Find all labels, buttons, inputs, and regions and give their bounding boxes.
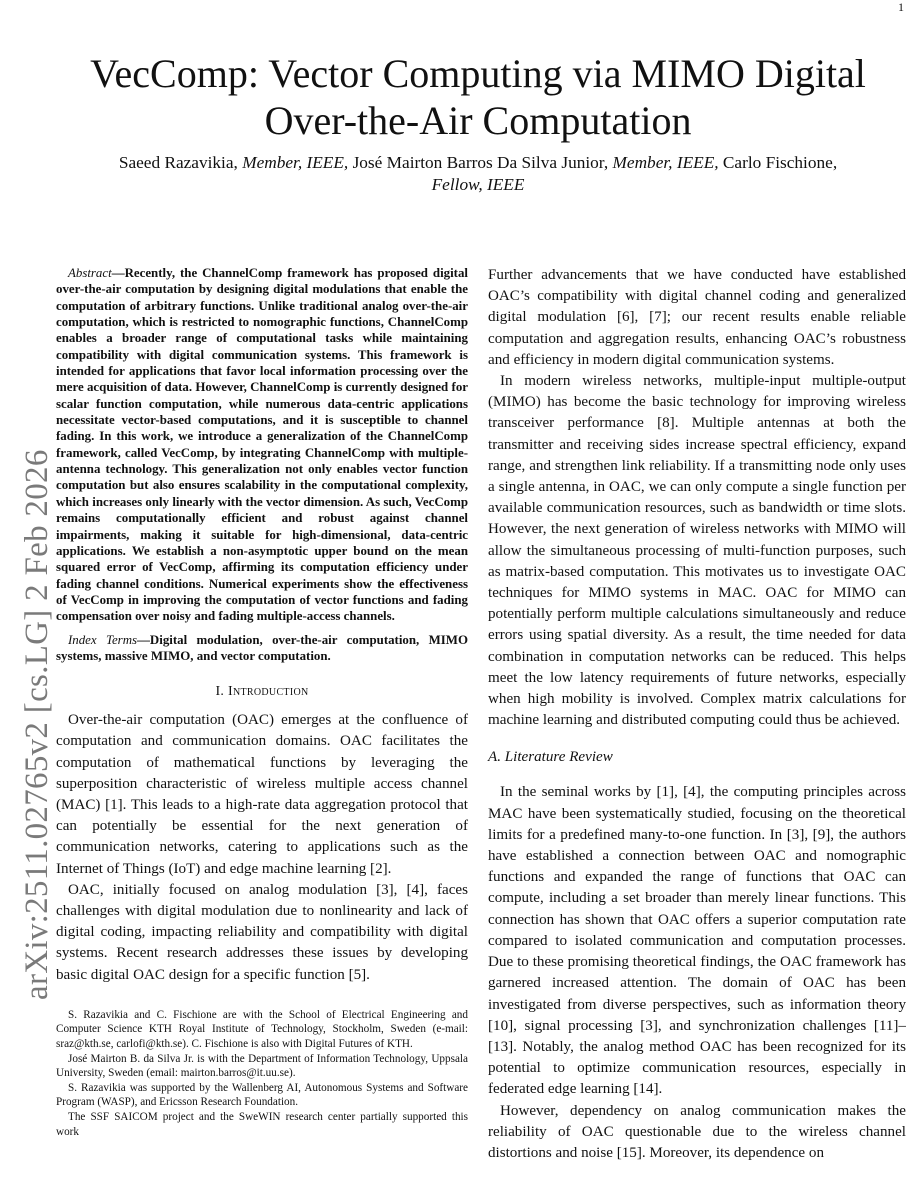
author-name: Saeed Razavikia, — [118, 153, 243, 172]
author-affiliation-role: Member, IEEE, — [612, 153, 719, 172]
abstract-label: Abstract — [68, 266, 112, 280]
subsection-heading-literature-review: A. Literature Review — [488, 749, 613, 766]
abstract-text: —Recently, the ChannelComp framework has proposed digital over-the-air computation by designing digital modulations that enable the computation of arbitrary functions. Unlike traditional analog over-the-air computation, which is restricted to nomographic functions, ChannelComp enables a broader range of computational tasks while maintaining compatibility with digital communication systems. This framework is intended for applications that favor local information processing over the mere acquisition of data. However, ChannelComp is currently designed for scalar function computation, while numerous data-centric applications necessitate vector-based computations, and it is susceptible to channel fading. In this work, we introduce a generalization of the ChannelComp framework, called VecComp, by integrating ChannelComp with multiple-antenna technology. This generalization not only enables vector function computation but also ensures scalability in the computational complexity, which increases only linearly with the vector dimension. As such, VecComp remains computationally efficient and robust against channel impairments, making it suitable for high-dimensional, data-centric applications. We establish a non-asymptotic upper bound on the mean squared error of VecComp, affirming its computation efficiency under fading channel conditions. Numerical experiments show the effectiveness of VecComp in improving the computation of vector functions and fading compensation over noisy and fading multiple-access channels. — [56, 266, 468, 624]
footnote: S. Razavikia was supported by the Wallenberg AI, Autonomous Systems and Software Program (WASP), and Ericsson Research Foundation. — [56, 1081, 468, 1109]
index-terms-label: Index Terms — [68, 632, 138, 647]
page-number: 1 — [898, 0, 904, 14]
index-terms — [56, 632, 468, 665]
right-column — [488, 265, 906, 1164]
footnote: The SSF SAICOM project and the SweWIN research center partially supported this work — [56, 1111, 468, 1138]
body-paragraph: OAC, initially focused on analog modulation [3], [4], faces challenges with digital modulation due to nonlinearity and lack of digital coding, impacting reliability and compatibility with digital systems. Recent research addresses these issues by developing basic digital OAC design for a specific function [5]. — [56, 881, 468, 983]
author-affiliation-role: Fellow, IEEE — [431, 175, 525, 194]
author-name: Carlo Fischione, — [718, 153, 838, 172]
body-paragraph: In modern wireless networks, multiple-input multiple-output (MIMO) has become the basic technology for improving wireless transceiver performance [8]. Multiple antennas at both the transmitter and receiving sides increase spectral efficiency, expand range, and strengthen link reliability. If a transmitting node only uses a single antenna, in OAC, we can only compute a single function per available communication resources, such as bandwidth or time slots. However, the next generation of wireless networks with MIMO will allow the simultaneous processing of multi-function purposes, such as matrix-based computation. This motivates us to investigate OAC techniques for MIMO systems in MAC. OAC for MIMO can potentially perform multiple calculations simultaneously and reduce errors using spatial diversity. As a result, the time needed for data combination in computation networks can be reduced. This helps meet the low latency requirements of future networks, especially when high mobility is involved. Complex matrix calculations for machine learning and distributed computing could thus be achieved. — [488, 373, 906, 729]
section-title: Introduction — [228, 684, 309, 700]
left-column — [56, 265, 468, 1139]
index-terms-text: —Digital modulation, over-the-air computation, MIMO systems, massive MIMO, and vector computation. — [56, 632, 468, 663]
abstract — [56, 265, 468, 625]
author-affiliation-role: Member, IEEE, — [242, 153, 349, 172]
body-paragraph: However, dependency on analog communication makes the reliability of OAC questionable due to the wireless channel distortions and noise [15]. Moreover, its dependence on — [488, 1102, 906, 1161]
body-paragraph: Further advancements that we have conducted have established OAC’s compatibility with digital channel coding and generalized digital modulation [6], [7]; our recent results enable reliable computation and aggregation results, enhancing OAC’s robustness and efficiency in modern digital communication systems. — [488, 267, 906, 368]
footnote: S. Razavikia and C. Fischione are with the School of Electrical Engineering and Computer Science KTH Royal Institute of Technology, Stockholm, Sweden (e-mail: sraz@kth.se, carlofi@kth.se). C. Fischione is also with Digital Futures of KTH. — [56, 1008, 468, 1051]
author-name: José Mairton Barros Da Silva Junior, — [348, 153, 613, 172]
body-paragraph: Over-the-air computation (OAC) emerges at the confluence of computation and communication domains. OAC facilitates the computation of mathematical functions by leveraging the superposition characteristic of wireless multiple access channel (MAC) [1]. This leads to a high-rate data aggregation protocol that can potentially be essential for the next generation of communication networks, catering to applications such as the Internet of Things (IoT) and edge machine learning [2]. — [56, 712, 468, 877]
arxiv-stamp: arXiv:2511.02765v2 [cs.LG] 2 Feb 2026 — [19, 449, 55, 1000]
footnote: José Mairton B. da Silva Jr. is with the Department of Information Technology, Uppsala University, Sweden (email: mairton.barros@it.uu.se). — [56, 1052, 468, 1080]
author-list — [110, 152, 846, 196]
section-heading-introduction — [56, 684, 468, 700]
section-number: I. — [215, 684, 229, 700]
paper-title: VecComp: Vector Computing via MIMO Digital Over-the-Air Computation — [90, 51, 866, 143]
body-paragraph: In the seminal works by [1], [4], the computing principles across MAC have been systematically studied, focusing on the theoretical limits for a predefined many-to-one function. In [3], [9], the authors have established a connection between OAC and nomographic functions and expanded the range of functions that OAC can compute, including a set broader than merely linear functions. This connection has shown that OAC offers a superior computation rate compared to isolated communication and computation processes. Due to these promising theoretical findings, the OAC framework has garnered increased attention. The domain of OAC has been investigated from diverse perspectives, such as information theory [10], signal processing [3], and synchronization challenges [11]–[13]. Notably, the analog method OAC has been recognized for its potential to optimize communication resources, especially in federated edge learning [14]. — [488, 784, 906, 1098]
footnotes — [56, 1008, 468, 1139]
